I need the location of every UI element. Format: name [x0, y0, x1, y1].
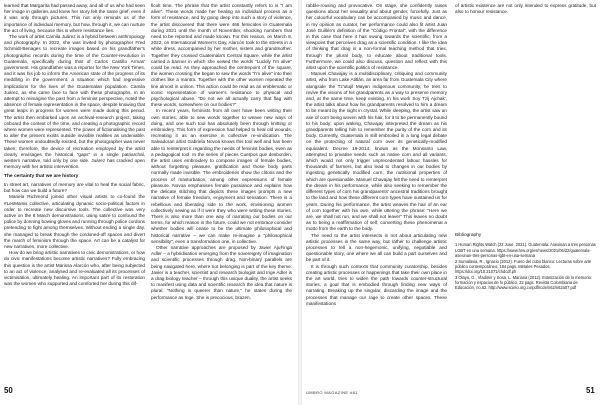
paragraph: of artistic existence are not only intended to express gratitude, but also to honour resistance. [455, 3, 596, 15]
closing-text [455, 3, 596, 15]
column-2 [151, 3, 292, 381]
magazine-name: UMBRO MAGAZINE #81 [306, 390, 358, 395]
bibliography-entry: 2 Sumalavia, R., Ignacio (2012). Fuero del cubo blanco: Lecturas sobre arte público contemporáneo, 184 pags. Metales Pesados. https://doi.org/10.21071/chdcdf.ph [455, 258, 592, 275]
paragraph: The work of artist Camila Juárez is a hybrid between anthropology and photography. In 2022, she was invited by photographer Fred Schmidt-Benages to recreate images based on his grandfather's photographic records during the time of the Counter-revolution in Guatemala, specifically during that of Carlos Castillo Armas' government. His grandfather was a reporter for the New York Times, and it was his job to inform the American state of the progress of its meddling in the government, a situation which had regressive implications for the lives of the Guatemalan population. Camila Juárez, as she came face to face with these photographs, in an attempt to reimagine the past from a feminist perspective, noted the absence of female representation in the space, despite knowing that great leaps in progress for women were made during this period. The artist then embarked upon an archival-research project, taking onboard the context of the time, and creating a photographic record where women were represented. The power of fictionalising the past to alter the present exists outside invisible realities as undeniable. These women undoubtedly existed, but the photographer was never taken; therefore, the device of recreation employed by the artist clearly envisages the historical "gaps" in a single patriarchal, western narrative, told only by one side. Juárez has cracked open memory with her artistic intervention. [4, 34, 145, 170]
bibliography-entry: 1 Human Rights Watch (22 June, 2021). Guatemala: Asesinan a tres personas LGBT en una semana. https://www.hrw.org/es/news/2021/06/22/guatemala-asesinan-tres-personas-lgbt-en-una-semana [455, 242, 596, 259]
section-heading: The certainty that we are history [4, 174, 79, 180]
paragraph: Other narrative approaches are proposed by Javier Ajuǂinga Adler – a hybridisation emerging from the sovereignty of imagination and scientific processes through drag. Non-binary parallels are being navigated here, where not belonging is part of the key theme. Javier is a teacher, scientist and research biologist and Inge Adler is a drag biology teacher – through this unique duality, the artist seeks to manifest using data and scientific research the idea that nature is plural. "Nothing is queerer than nature," he states during the performance as Inge. She is precocious, brazen, [151, 244, 292, 300]
column-1 [4, 3, 145, 381]
column-3 [306, 3, 447, 381]
page-number-right: 51 [586, 386, 595, 395]
bibliography-title: Bibliography [455, 233, 482, 238]
bibliography-entry: 3 Olaya, G., Vladimir y Sosa, L. Mariana (2012). Estetización de lo memorio: formación y espacios de lo público, 22 pags. Revista Colombiana de Educación, no.62. http://www.scielo.org.co/pdf/rcde/n62/n62a07.pdf [455, 274, 593, 291]
paragraph: Manuel Chavajay is a multidisciplinary, critiquing and community artist, who from Lake Atitlán, an area far from Guatemala City where alongside the Tz'utujil Mayan indigenous community, he tries to revive the visions of his grandparents as a way to preserve memory and, at the same time, keep existing. In his work Soy Tzij Ajchak', the artist talks about how his grandparents resolved to him a dream to be meant by the night in crystal. While sleeping, the artist saw an axe of corn being woven with his hair, for it to be permanently bound to his body; upon waking, Chavajay interpreted the dream as his grandparents telling him to remember the purity of the corn and its body. Currently, Guatemala is still embroiled in a long legal debate on the protecting of natural corn over its genetically-modified equivalent. Decree 19-2014, known as the Monsanto Law, attempted to privatise seeds such as native corn and all variants, which would not only trigger unprecedented labour hassles for thousands of farmers, but also lead to changes in our bodies by ingesting genetically modified corn, the nutritional properties of which are questionable. Manuel Chavajay felt the need to reinterpret the dream in his performance, while also seeking to remember the different types of corn his grandparents' ancestral traditions brought to the land and how these different corn types have sustained us for years. During his performance, the artist weaves the hair of an ear of corn together with his own, while uttering the phrase: "Here we are, we shall not run, and we shall not leave!" This leaves no doubt as to being a reaffirmation of self, converting these phenomenal a motto from the earth to the body. [306, 71, 447, 232]
paragraph: In street art, narratives of memory are vital to heal the social fabric, but how can we build a future? [4, 181, 145, 194]
paragraph: In recent years, feminists from all over have been writing their own stories, able to sew words together to weave new ways of doing, and one such tool has absolutely been through knitting or embroidery. This form of expression had helped to heal old wounds, recreating it as an exercise in collective re-vindication. The Salvadoran artist Gabriela Novoa knows this tool well and has been able to reinterpret it regarding the needs of feminist bodies, even as a pedagogical tool. In the series of pieces Cuerpos que desborden, the artist uses embroidery to compose images of female bodies, without forgetting pleasure, gratification and those body parts normally made invisible. The embroideries show the clitoris and the process of masturbation, among other expressions of female pleasure. Novoa emphasises female pussiance and explains how the delicate stitching that depicts these images prompts a new narrative of female freedom, enjoyment and sensation. There is a rebellious and liberating side to the work, envisioning women collectively sewing as if it were they who were writing these stories. There is also more than one way of narrating our bodies on our terms, for which reason in the future, could we not embrace consider whether bodies will cease to be the ultimate philosophical and historical narrative – we can make re-imagine a "philosophical sensibility", even a transformation one, in collective. [151, 108, 292, 244]
paragraph: It is through such contexts that community curatorship, besides creating artistic processes or happenings that take their own place in the art world, tries to widen the path towards counter-structural stories, a goal that is embodied through finding new ways of narrating. Breaking up the singular, discarding the image and the processes that manage our rage to create other spaces. These manifestations [306, 263, 447, 306]
paragraph: learned that Margarita had passed away, and all of us who had seen her image in galleries and knew her story felt the same grief, even if it was only through pictures. This not only reminds us of the importance of individual memory, but how, through it, we can nurture the act of living, because this is where resistance lies. [4, 3, 145, 33]
paragraph: The need to the artist intersects is not about articulating new artistic processes in the same way, but rather to challenge artistic processes to tell a non-hegemonic, unifying, negotiable and questionable story, one where we all can build a part ourselves and be part of it. [306, 232, 447, 263]
paragraph: ficult time. The phrase that the artist constantly refers to is "I am alive". These words made her healing an individual process as a form of resistance, and by going deep into such a story of violence, the artist discovered that there were 466 femicides in Guatemala during 2021 until the month of November, shocking numbers that need to be reported and made known. For this reason, on March 8, 2022, on International Women's Day, Alarcón took to the streets in a white dress, accompanied by her mother, sisters and grandmother. Together they crossed Guatemala's Central Square, while the artist carried a banner in which she sewed the words "Luckily I'm alive" could be read. As they approached the centrepoint of the square, the women crossing the began to sew the words "I'm alive" into their clothes like a mantra. Together with the other women repeated the line almost in unison. This action could be read as an emblematic or iconic representation of women's resistance to physical and psychological abuse. "Do not we all actually carry that flag with these words, somewhere on our bodies?" [151, 3, 292, 108]
page-number-left: 50 [4, 386, 13, 395]
paragraph: Mariela Richmond joined other visual artists to co-found the #LesMainis collective, articulating dynamic socio-political factors in order to recreate new discursive tools. The collective was very active on the 8 March demonstrations, using satire to confound the police by donning bowing gloves and running through police cordons pretending to fight among themselves. Without ending a single day, she managed to break through the cordoned-off spaces and divert the march of feminism through the space. Art can be a catalyst for new narratives, more collective. [4, 194, 145, 249]
paragraph: rabble-rousing and provocative. On stage, she confidently raises questions about her sexuality and about gender, forcefully. Just as her colourful vocabulary can be accompanied by music and dance, in my opinion as curator, her performance could also fit artist Juan José Guillén's definition of the "Código Frontal", with the difference in this case that here it has swung towards the scientific, from a viewpoint that perceives drag as a scientific condition. I like the idea of thinking that drag is a non-formal teaching method that tries, through the plural body, to educate about traditional tools. Furthermore, we could also discuss, question and reflect with this artist upon the scientific politics of resistance. [306, 3, 447, 71]
page-gutter [298, 0, 302, 405]
paragraph: How do we bring artistic narratives to civic demonstrations, or how do civic manifestations become artistic narratives? Fully embracing this question is the artist Marissa Alarcón who, after being subjected to an act of violence, analysed and re-evaluated all its processes of victimisation, ultimately healing. An important part of its restoration was the women who supported and comforted her during this dif- [4, 250, 145, 287]
bibliography [455, 233, 596, 291]
column-4 [455, 3, 596, 381]
